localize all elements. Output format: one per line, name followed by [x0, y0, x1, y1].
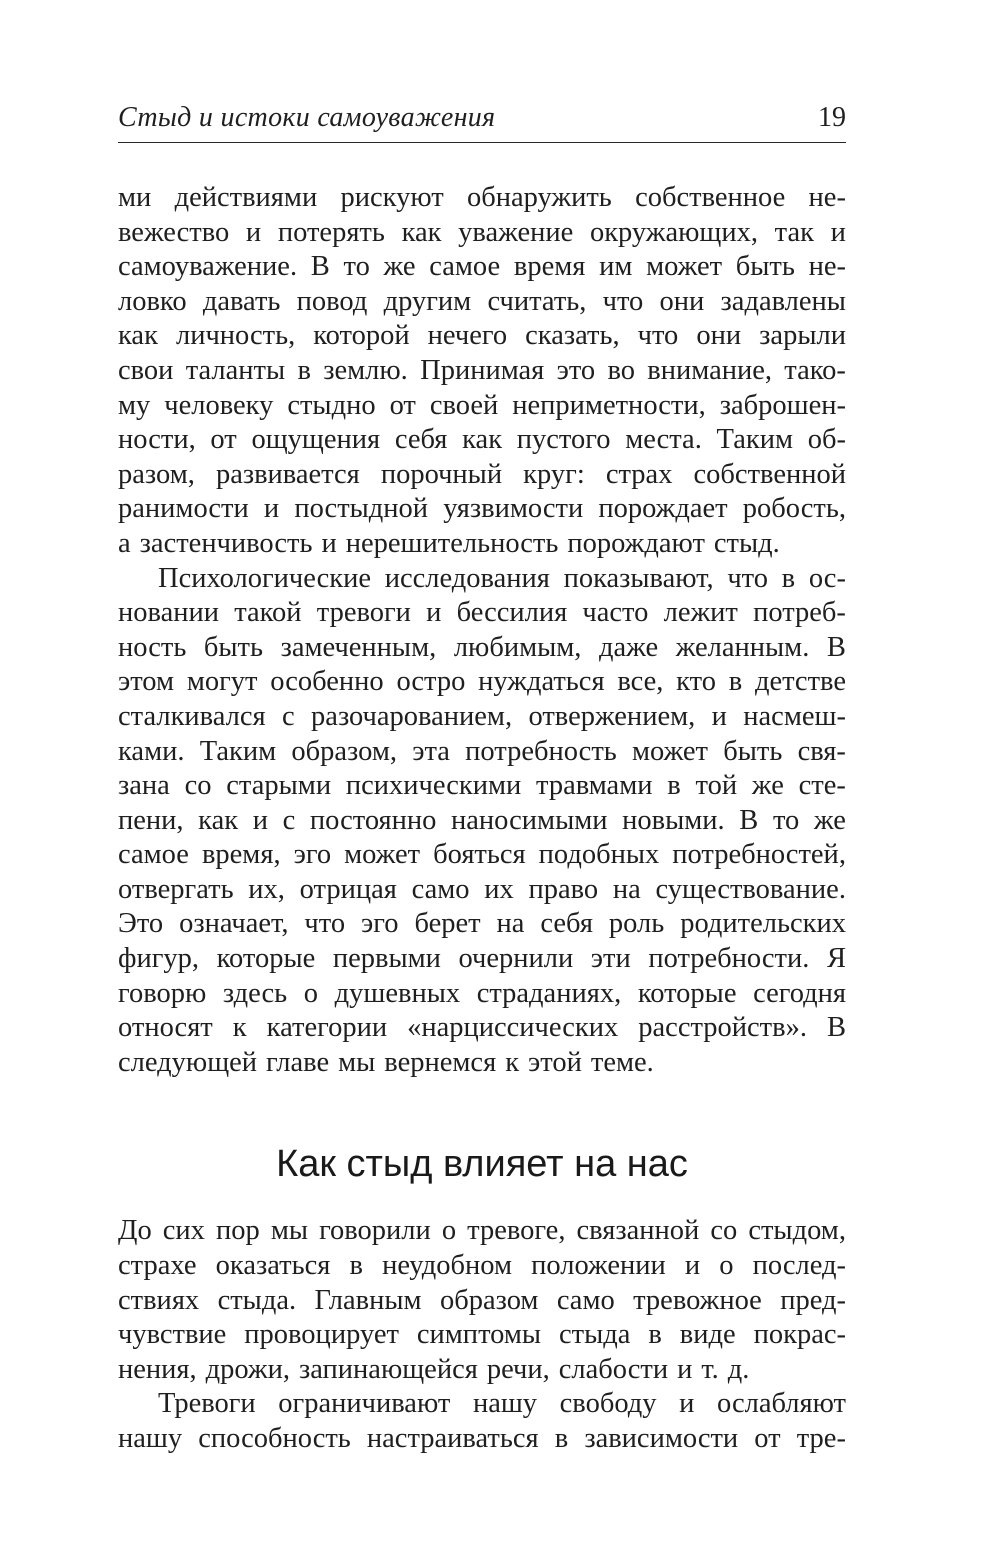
page-number: 19 [818, 102, 846, 133]
text-line: До сих пор мы говорили о тревоге, связанной со стыдом, [118, 1215, 846, 1247]
text-line: фигур, которые первыми очернили эти потребности. Я [118, 943, 846, 975]
text-line: как личность, которой нечего сказать, что они зарыли [118, 320, 846, 352]
text-line: сталкивался с разочарованием, отвержением, и насмеш- [118, 700, 846, 732]
text-line: ками. Таким образом, эта потребность может быть свя- [118, 735, 846, 767]
text-line: а застенчивость и нерешительность порождают стыд. [118, 527, 780, 559]
text-line: новании такой тревоги и бессилия часто лежит потреб- [118, 597, 846, 629]
text-line: ствиях стыда. Главным образом само тревожное пред- [118, 1284, 846, 1316]
text-line: ловко давать повод другим считать, что они задавлены [118, 285, 846, 317]
text-line: самоуважение. В то же самое время им может быть не- [118, 251, 846, 283]
text-line: ности, от ощущения себя как пустого места. Таким об- [118, 424, 846, 456]
text-line: зана со старыми психическими травмами в той же сте- [118, 770, 846, 802]
text-line: нения, дрожи, запинающейся речи, слабости и т. д. [118, 1353, 750, 1385]
text-line: говорю здесь о душевных страданиях, которые сегодня [118, 977, 846, 1009]
text-line: страхе оказаться в неудобном положении и о послед- [118, 1250, 846, 1282]
text-line: Это означает, что эго берет на себя роль родительских [118, 908, 846, 940]
section-text [118, 1214, 846, 1456]
body-text [118, 181, 846, 1080]
running-header [118, 96, 846, 143]
section-heading: Как стыд влияет на нас [276, 1143, 688, 1186]
text-line: свои таланты в землю. Принимая это во внимание, тако- [118, 354, 846, 386]
text-line: Психологические исследования показывают, что в ос- [158, 562, 846, 594]
text-line: отвергать их, отрицая само их право на существование. [118, 873, 846, 905]
text-line: этом могут особенно остро нуждаться все, кто в детстве [118, 666, 846, 698]
text-line: вежество и потерять как уважение окружающих, так и [118, 216, 846, 248]
text-line: ми действиями рискуют обнаружить собственное не- [118, 182, 846, 213]
text-line: ность быть замеченным, любимым, даже желанным. В [118, 631, 846, 663]
running-title: Стыд и истоки самоуважения [118, 102, 496, 133]
text-line: следующей главе мы вернемся к этой теме. [118, 1046, 654, 1078]
text-line: относят к категории «нарциссических расстройств». В [118, 1012, 846, 1044]
text-line: ранимости и постыдной уязвимости порождает робость, [118, 493, 846, 525]
text-line: чувствие провоцирует симптомы стыда в виде покрас- [118, 1319, 846, 1351]
text-line: самое время, эго может бояться подобных потребностей, [118, 839, 846, 871]
text-line: разом, развивается порочный круг: страх собственной [118, 458, 846, 490]
text-line: му человеку стыдно от своей неприметности, заброшен- [118, 389, 846, 421]
book-page [118, 96, 846, 1457]
text-line: нашу способность настраиваться в зависимости от тре- [118, 1423, 846, 1454]
text-line: Тревоги ограничивают нашу свободу и ослабляют [158, 1388, 846, 1420]
text-line: пени, как и с постоянно наносимыми новыми. В то же [118, 804, 846, 836]
